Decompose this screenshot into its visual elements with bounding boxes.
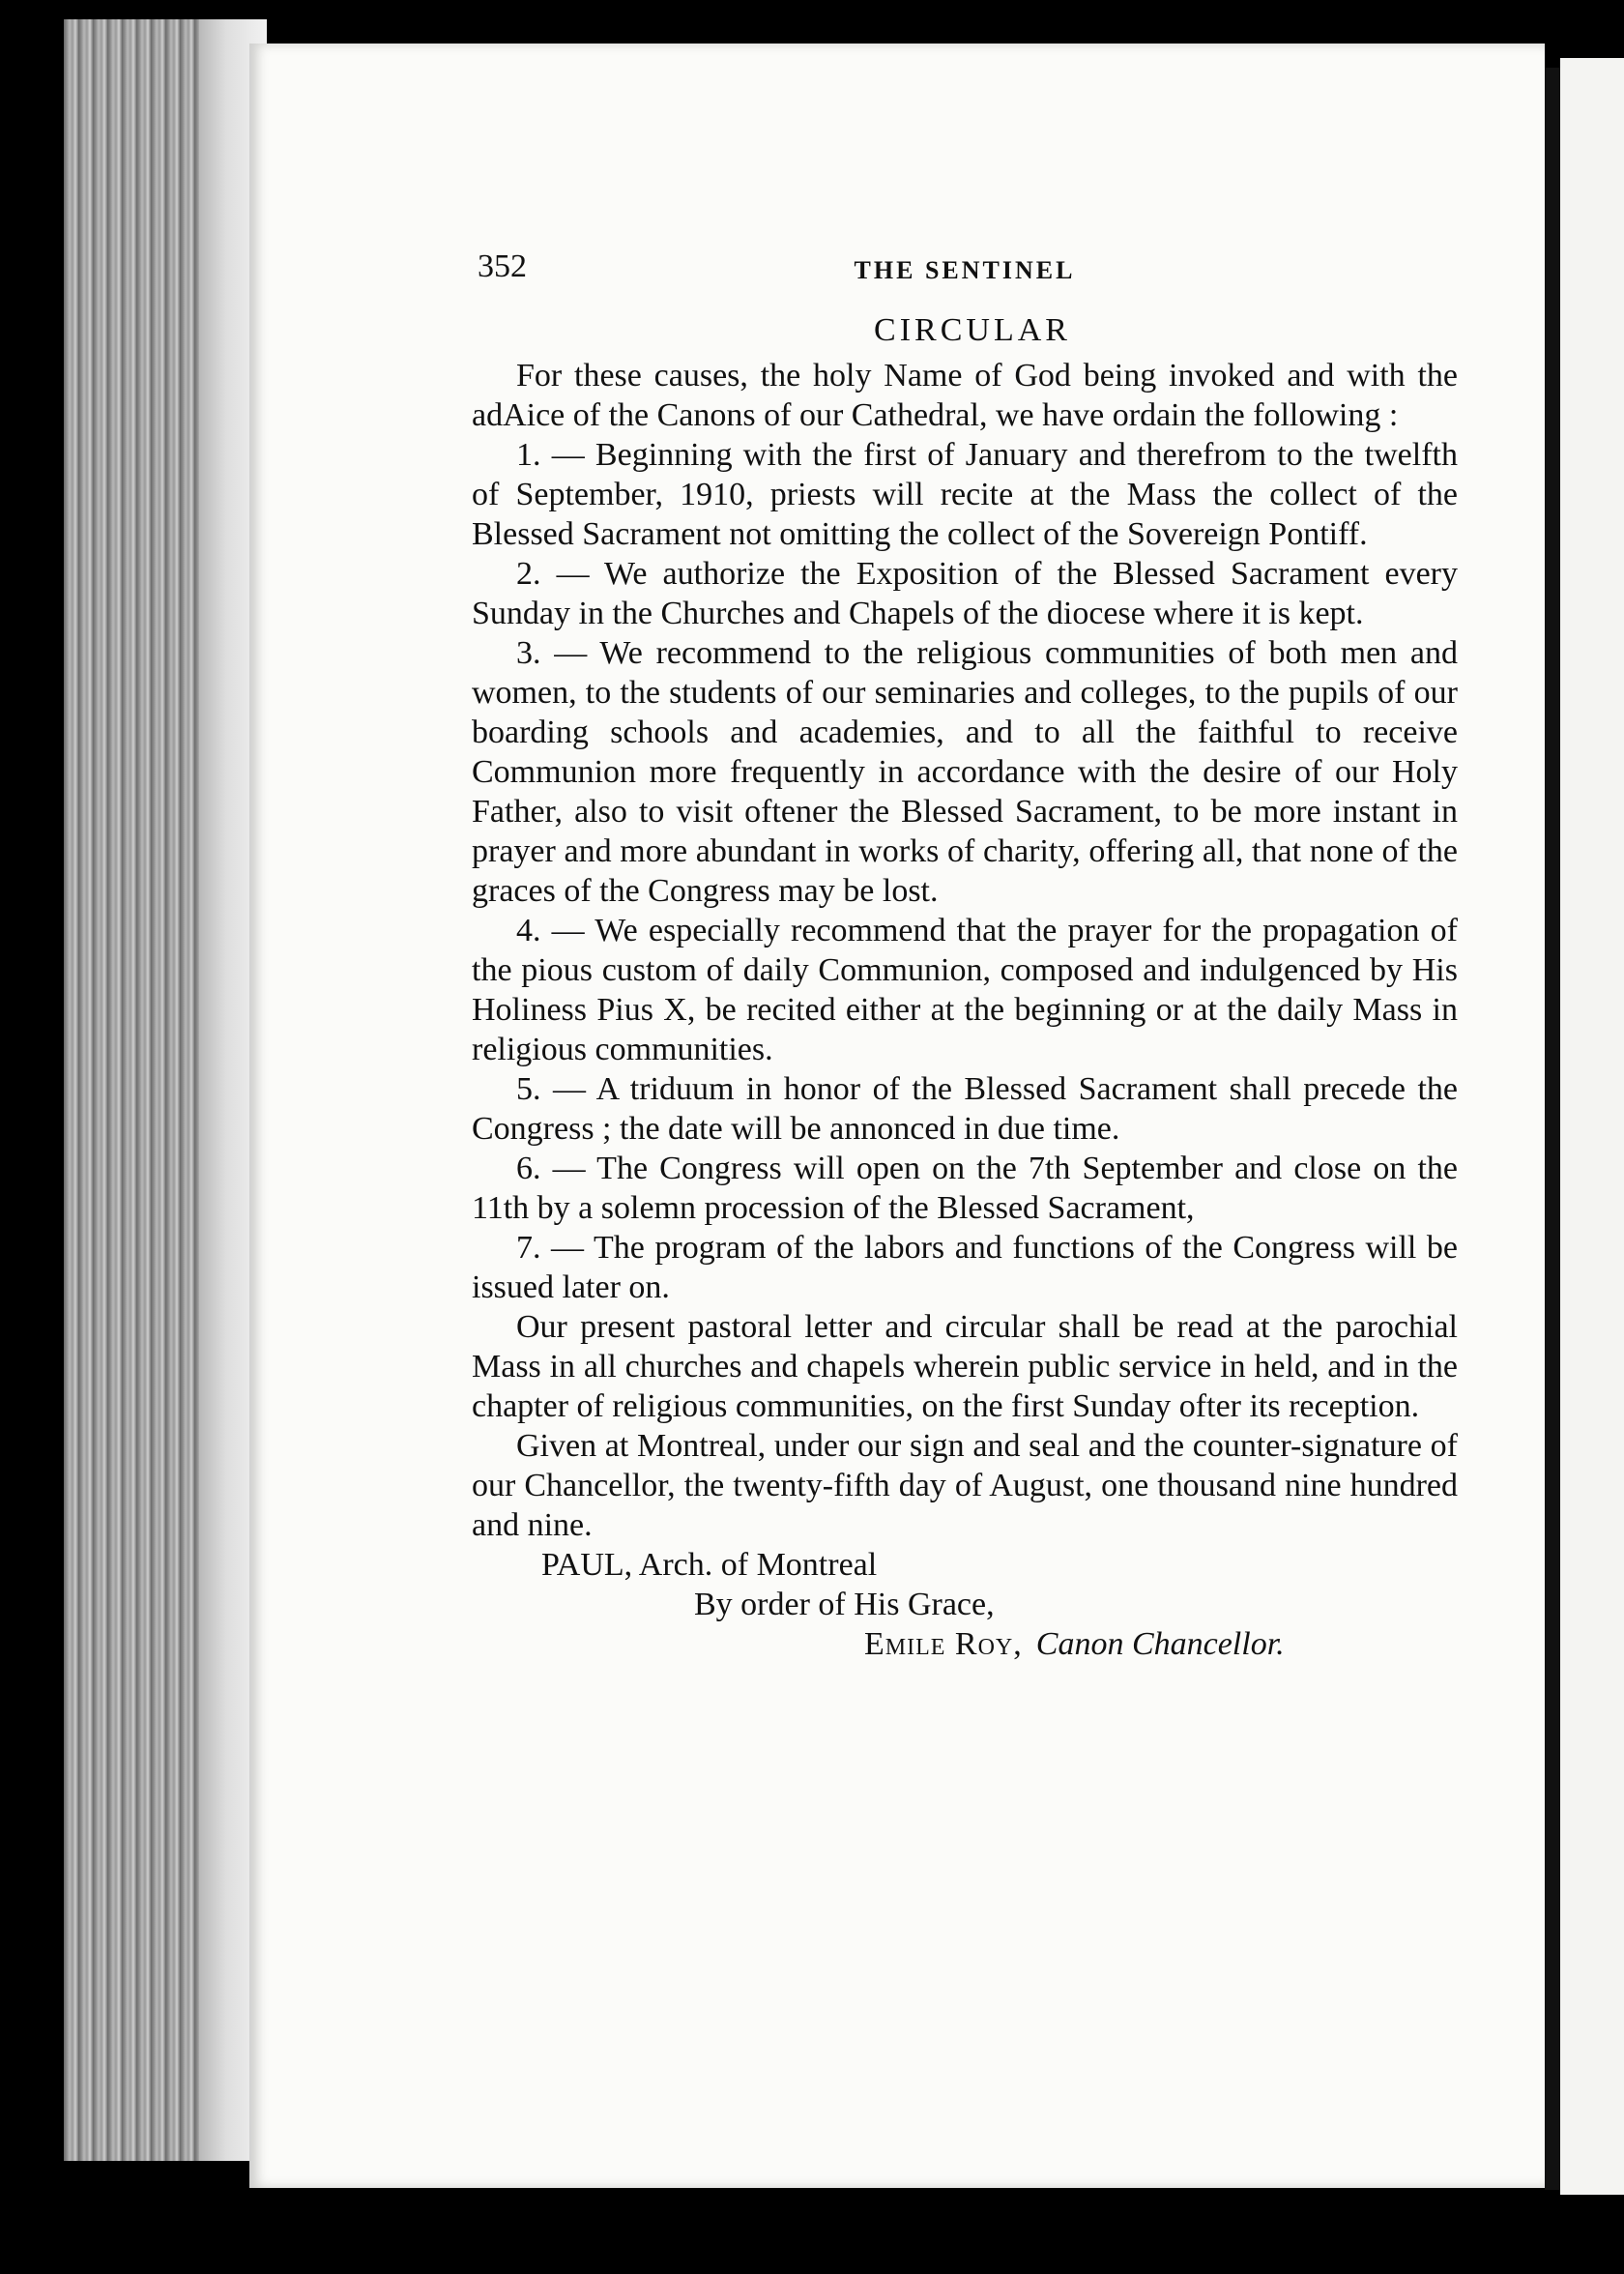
page-number: 352 xyxy=(478,248,527,284)
signature-by-order: By order of His Grace, xyxy=(694,1587,995,1622)
signature-chancellor xyxy=(472,1624,1458,1664)
page-text-block xyxy=(472,247,1458,1664)
paragraph-item-6: 6. — The Congress will open on the 7th September and close on the 11th by a solemn procession of the Blessed Sacrament, xyxy=(472,1151,1458,1226)
chancellor-name: Emile Roy, xyxy=(864,1626,1023,1662)
running-title: THE SENTINEL xyxy=(854,256,1076,284)
chancellor-title: Canon Chancellor. xyxy=(1035,1626,1285,1662)
section-heading: CIRCULAR xyxy=(874,312,1071,348)
paragraph-item-5: 5. — A triduum in honor of the Blessed Sacrament shall precede the Congress ; the date will be annonced in due time. xyxy=(472,1071,1458,1147)
signature-archbishop: PAUL, Arch. of Montreal xyxy=(541,1547,878,1583)
paragraph-item-3: 3. — We recommend to the religious communities of both men and women, to the students of our seminaries and colleges, to the pupils of our boarding schools and academies, and to all the faithful to receive Communion more frequently in accordance with the desire of our Holy Father, also to visit oftener the Blessed Sacrament, to be more instant in prayer and more abundant in works of charity, offering all, that none of the graces of the Congress may be lost. xyxy=(472,635,1458,909)
facing-page-sliver xyxy=(1560,58,1624,2195)
paragraph-item-4: 4. — We especially recommend that the prayer for the propagation of the pious custom of daily Communion, composed and indulgenced by His Holiness Pius X, be recited either at the beginning or at the daily Mass in religious communities. xyxy=(472,913,1458,1067)
book-page-edges xyxy=(64,19,267,2161)
paragraph-intro: For these causes, the holy Name of God being invoked and with the adAice of the Canons of our Cathedral, we have ordain the following : xyxy=(472,358,1458,433)
paragraph-item-7: 7. — The program of the labors and functions of the Congress will be issued later on. xyxy=(472,1230,1458,1305)
paragraph-pastoral-letter: Our present pastoral letter and circular shall be read at the parochial Mass in all churches and chapels wherein public service in held, and in the chapter of religious communities, on the first Sunday ofter its reception. xyxy=(472,1309,1458,1424)
paragraph-given-at: Given at Montreal, under our sign and seal and the counter-signature of our Chancellor, the twenty-fifth day of August, one thousand nine hundred and nine. xyxy=(472,1428,1458,1543)
paragraph-item-1: 1. — Beginning with the first of January and therefrom to the twelfth of September, 1910, priests will recite at the Mass the collect of the Blessed Sacrament not omitting the collect of the Sovereign Pontiff. xyxy=(472,437,1458,552)
book-gutter-shadow xyxy=(1545,68,1560,2190)
running-head xyxy=(472,247,1458,285)
paragraph-item-2: 2. — We authorize the Exposition of the Blessed Sacrament every Sunday in the Churches and Chapels of the diocese where it is kept. xyxy=(472,556,1458,631)
